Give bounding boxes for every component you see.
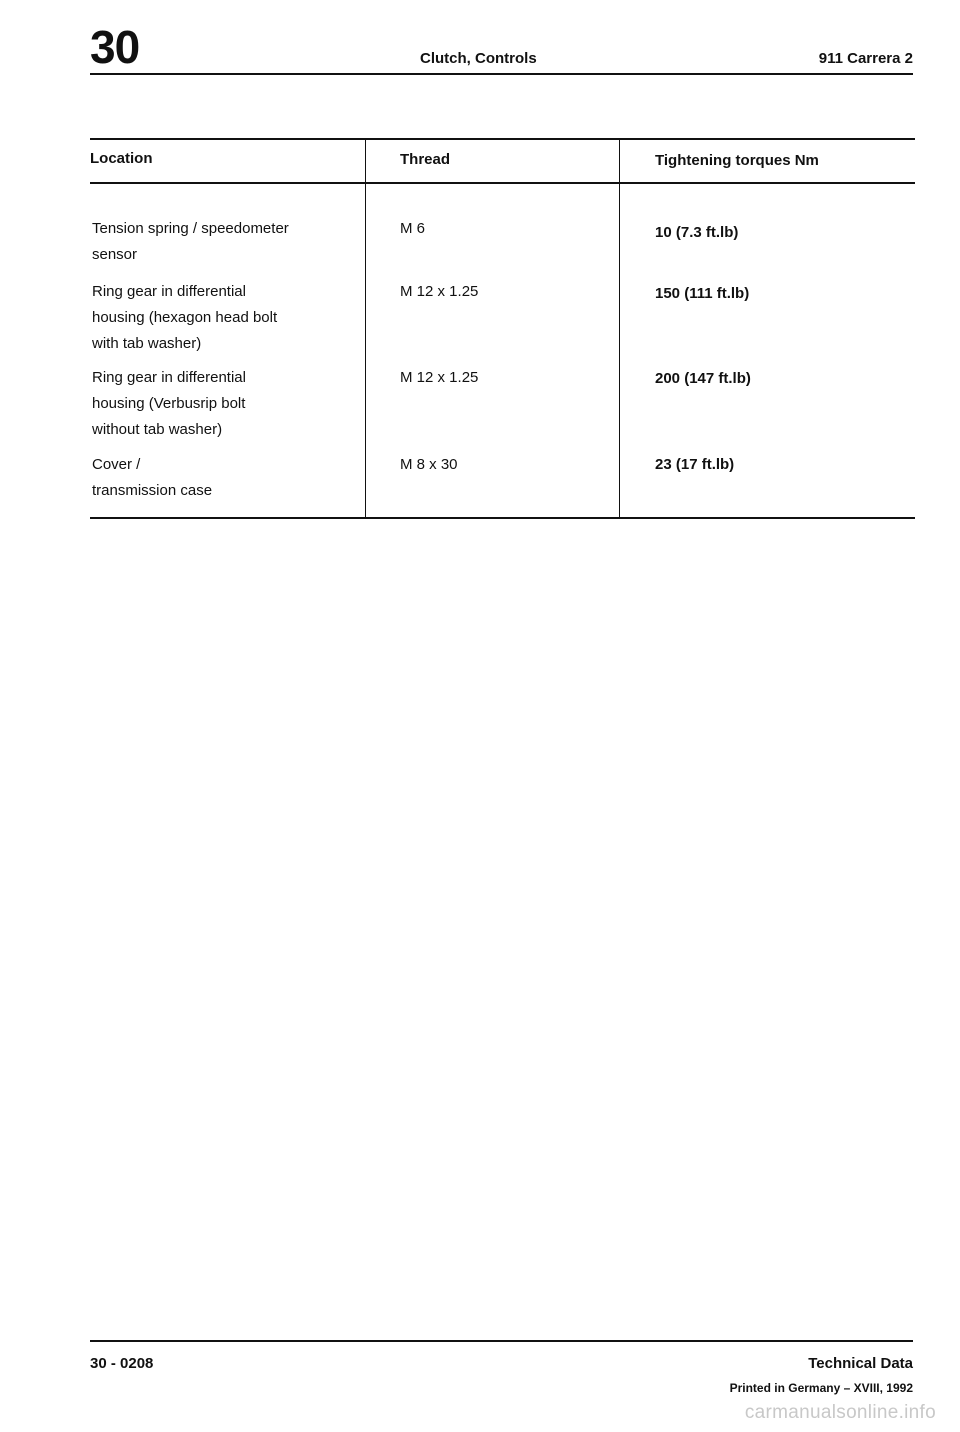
table-row-location: Tension spring / speedometer sensor <box>92 220 289 263</box>
table-row-thread: M 12 x 1.25 <box>400 283 479 300</box>
watermark: carmanualsonline.info <box>744 1402 936 1423</box>
table-bottom-rule <box>90 517 915 519</box>
table-row-thread: M 12 x 1.25 <box>400 369 479 386</box>
footer-section-title: Technical Data <box>808 1355 913 1372</box>
table-row-torque: 200 (147 ft.lb) <box>655 370 751 387</box>
column-header-thread: Thread <box>400 151 451 168</box>
table-top-rule <box>90 138 915 140</box>
table-row-thread: M 6 <box>400 220 426 237</box>
table-row-torque: 10 (7.3 ft.lb) <box>655 224 739 241</box>
table-row-torque: 150 (111 ft.lb) <box>655 285 750 302</box>
section-number: 30 <box>90 21 140 73</box>
page-number: 30 - 0208 <box>90 1355 154 1372</box>
page-title: Clutch, Controls <box>420 50 537 67</box>
column-header-torque: Tightening torques Nm <box>655 152 819 169</box>
table-row-location: Ring gear in differential housing (Verbusrip bolt without tab washer) <box>92 369 246 438</box>
column-divider <box>619 138 620 519</box>
table-header-rule <box>90 182 915 184</box>
header-divider <box>90 73 913 75</box>
table-row-location: Ring gear in differential housing (hexagon head bolt with tab washer) <box>92 283 278 352</box>
column-header-location: Location <box>90 150 153 167</box>
torque-table <box>90 138 915 520</box>
column-divider <box>365 138 366 519</box>
table-row-torque: 23 (17 ft.lb) <box>655 456 735 473</box>
table-row-thread: M 8 x 30 <box>400 456 458 473</box>
print-info: Printed in Germany – XVIII, 1992 <box>729 1381 913 1395</box>
table-row-location: Cover / transmission case <box>92 456 213 499</box>
vehicle-model: 911 Carrera 2 <box>818 50 913 67</box>
footer-divider <box>90 1340 913 1342</box>
